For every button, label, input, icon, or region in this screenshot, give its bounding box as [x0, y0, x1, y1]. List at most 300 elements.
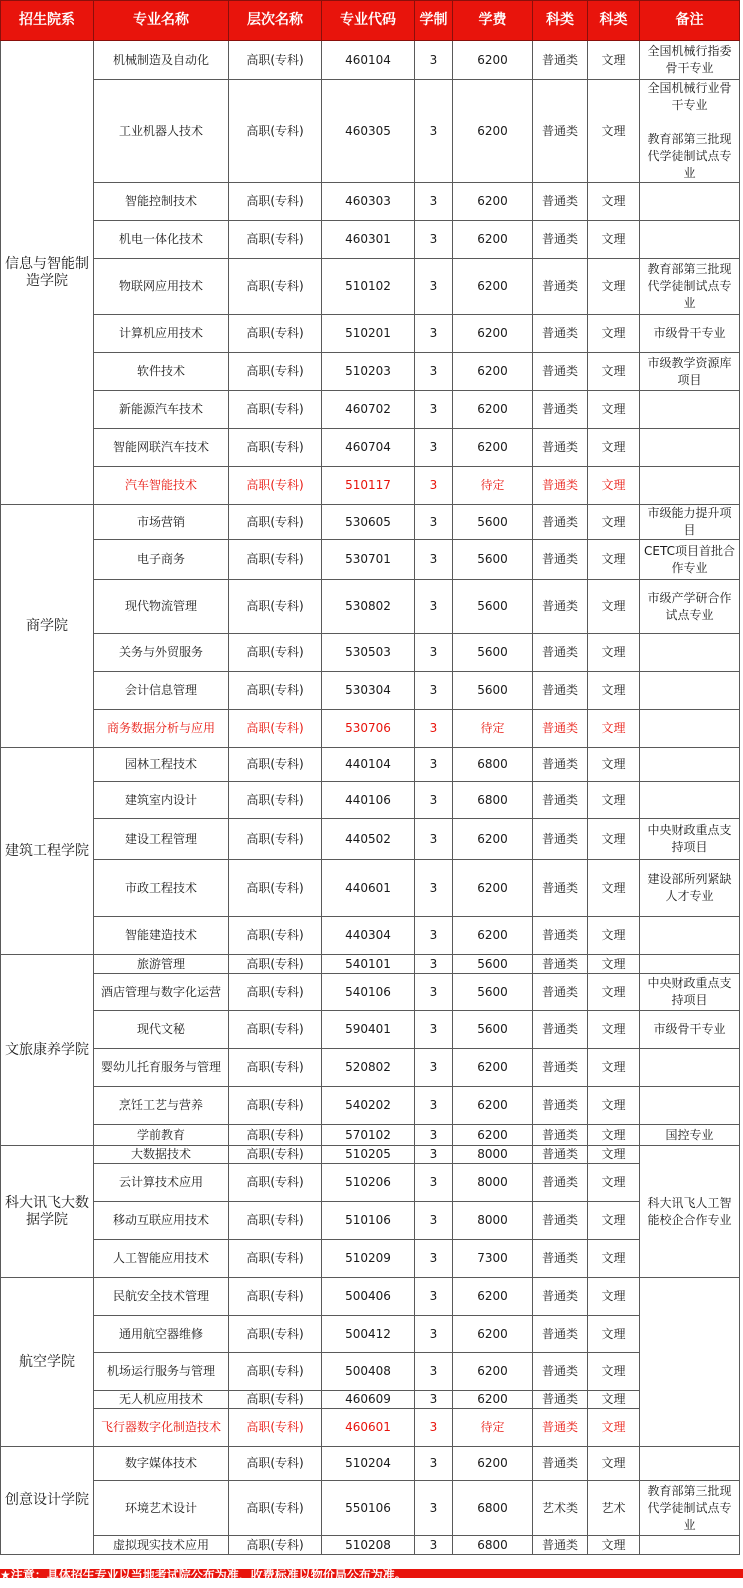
note-cell: 全国机械行业骨干专业 教育部第三批现代学徒制试点专业	[640, 80, 740, 183]
table-row	[1, 1536, 740, 1555]
years-cell: 3	[415, 1353, 453, 1391]
code-cell: 500406	[322, 1278, 415, 1316]
fee-cell: 6200	[453, 1316, 533, 1353]
note-cell	[640, 955, 740, 974]
major-cell: 飞行器数字化制造技术	[94, 1409, 229, 1447]
level-cell: 高职(专科)	[229, 860, 322, 917]
fee-cell: 6200	[453, 41, 533, 80]
category-cell: 普通类	[533, 710, 588, 748]
fee-cell: 8000	[453, 1164, 533, 1202]
subject-cell: 文理	[588, 41, 640, 80]
table-row	[1, 1240, 740, 1278]
major-cell: 商务数据分析与应用	[94, 710, 229, 748]
category-cell: 普通类	[533, 353, 588, 391]
level-cell: 高职(专科)	[229, 748, 322, 782]
fee-cell: 5600	[453, 505, 533, 540]
note-cell: 中央财政重点支持项目	[640, 819, 740, 860]
note-cell: 教育部第三批现代学徒制试点专业	[640, 1481, 740, 1536]
footer-notice: ★注意：具体招生专业以当地考试院公布为准，收费标准以物价局公布为准。	[0, 1568, 407, 1582]
table-row	[1, 221, 740, 259]
major-cell: 建设工程管理	[94, 819, 229, 860]
fee-cell: 5600	[453, 540, 533, 580]
years-cell: 3	[415, 259, 453, 315]
major-cell: 智能网联汽车技术	[94, 429, 229, 467]
level-cell: 高职(专科)	[229, 1011, 322, 1049]
table-row	[1, 1164, 740, 1202]
years-cell: 3	[415, 1011, 453, 1049]
level-cell: 高职(专科)	[229, 259, 322, 315]
years-cell: 3	[415, 467, 453, 505]
subject-cell: 文理	[588, 1087, 640, 1125]
subject-cell: 文理	[588, 221, 640, 259]
table-row	[1, 917, 740, 955]
category-cell: 普通类	[533, 540, 588, 580]
table-row	[1, 580, 740, 634]
major-cell: 大数据技术	[94, 1146, 229, 1164]
note-cell	[640, 221, 740, 259]
years-cell: 3	[415, 580, 453, 634]
fee-cell: 6200	[453, 917, 533, 955]
code-cell: 530605	[322, 505, 415, 540]
code-cell: 460305	[322, 80, 415, 183]
table-row	[1, 710, 740, 748]
level-cell: 高职(专科)	[229, 1391, 322, 1409]
major-cell: 通用航空器维修	[94, 1316, 229, 1353]
college-cell: 创意设计学院	[1, 1447, 94, 1555]
code-cell: 510117	[322, 467, 415, 505]
category-cell: 普通类	[533, 1011, 588, 1049]
major-cell: 会计信息管理	[94, 672, 229, 710]
code-cell: 460609	[322, 1391, 415, 1409]
years-cell: 3	[415, 315, 453, 353]
major-cell: 市政工程技术	[94, 860, 229, 917]
level-cell: 高职(专科)	[229, 1481, 322, 1536]
years-cell: 3	[415, 710, 453, 748]
category-cell: 普通类	[533, 429, 588, 467]
level-cell: 高职(专科)	[229, 1536, 322, 1555]
fee-cell: 6200	[453, 1278, 533, 1316]
category-cell: 普通类	[533, 1536, 588, 1555]
table-row	[1, 391, 740, 429]
note-cell: 市级骨干专业	[640, 315, 740, 353]
level-cell: 高职(专科)	[229, 1146, 322, 1164]
subject-cell: 文理	[588, 782, 640, 819]
subject-cell: 文理	[588, 710, 640, 748]
table-row	[1, 1011, 740, 1049]
subject-cell: 文理	[588, 1278, 640, 1316]
note-cell	[640, 1447, 740, 1481]
category-cell: 普通类	[533, 1278, 588, 1316]
major-cell: 云计算技术应用	[94, 1164, 229, 1202]
fee-cell: 6200	[453, 80, 533, 183]
category-cell: 普通类	[533, 1202, 588, 1240]
category-cell: 普通类	[533, 1164, 588, 1202]
header-category: 科类	[533, 1, 588, 41]
years-cell: 3	[415, 1087, 453, 1125]
level-cell: 高职(专科)	[229, 955, 322, 974]
code-cell: 460601	[322, 1409, 415, 1447]
major-cell: 工业机器人技术	[94, 80, 229, 183]
code-cell: 440104	[322, 748, 415, 782]
category-cell: 普通类	[533, 183, 588, 221]
level-cell: 高职(专科)	[229, 1353, 322, 1391]
fee-cell: 6200	[453, 429, 533, 467]
fee-cell: 5600	[453, 580, 533, 634]
fee-cell: 8000	[453, 1202, 533, 1240]
fee-cell: 5600	[453, 955, 533, 974]
years-cell: 3	[415, 955, 453, 974]
major-cell: 移动互联应用技术	[94, 1202, 229, 1240]
level-cell: 高职(专科)	[229, 1125, 322, 1146]
subject-cell: 艺术	[588, 1481, 640, 1536]
subject-cell: 文理	[588, 672, 640, 710]
major-cell: 机械制造及自动化	[94, 41, 229, 80]
note-cell: 市级能力提升项目	[640, 505, 740, 540]
college-cell: 建筑工程学院	[1, 748, 94, 955]
major-cell: 新能源汽车技术	[94, 391, 229, 429]
college-cell: 信息与智能制造学院	[1, 41, 94, 505]
fee-cell: 6800	[453, 1536, 533, 1555]
level-cell: 高职(专科)	[229, 353, 322, 391]
fee-cell: 6200	[453, 259, 533, 315]
years-cell: 3	[415, 1146, 453, 1164]
level-cell: 高职(专科)	[229, 41, 322, 80]
years-cell: 3	[415, 1536, 453, 1555]
fee-cell: 待定	[453, 467, 533, 505]
subject-cell: 文理	[588, 1536, 640, 1555]
years-cell: 3	[415, 1447, 453, 1481]
table-row	[1, 1049, 740, 1087]
header-major: 专业名称	[94, 1, 229, 41]
fee-cell: 待定	[453, 710, 533, 748]
subject-cell: 文理	[588, 1202, 640, 1240]
fee-cell: 5600	[453, 1011, 533, 1049]
fee-cell: 6200	[453, 1087, 533, 1125]
fee-cell: 6200	[453, 183, 533, 221]
code-cell: 540101	[322, 955, 415, 974]
major-cell: 现代文秘	[94, 1011, 229, 1049]
subject-cell: 文理	[588, 1049, 640, 1087]
level-cell: 高职(专科)	[229, 1316, 322, 1353]
note-cell: 市级骨干专业	[640, 1011, 740, 1049]
fee-cell: 6200	[453, 391, 533, 429]
header-note: 备注	[640, 1, 740, 41]
note-cell	[640, 782, 740, 819]
code-cell: 510102	[322, 259, 415, 315]
major-cell: 机场运行服务与管理	[94, 1353, 229, 1391]
years-cell: 3	[415, 391, 453, 429]
level-cell: 高职(专科)	[229, 429, 322, 467]
table-row	[1, 315, 740, 353]
code-cell: 460704	[322, 429, 415, 467]
years-cell: 3	[415, 505, 453, 540]
subject-cell: 文理	[588, 1447, 640, 1481]
major-cell: 软件技术	[94, 353, 229, 391]
table-row	[1, 259, 740, 315]
category-cell: 普通类	[533, 580, 588, 634]
table-row	[1, 1481, 740, 1536]
subject-cell: 文理	[588, 259, 640, 315]
category-cell: 普通类	[533, 1240, 588, 1278]
major-cell: 现代物流管理	[94, 580, 229, 634]
table-row	[1, 634, 740, 672]
fee-cell: 6200	[453, 1125, 533, 1146]
fee-cell: 8000	[453, 1146, 533, 1164]
fee-cell: 5600	[453, 634, 533, 672]
code-cell: 520802	[322, 1049, 415, 1087]
category-cell: 普通类	[533, 221, 588, 259]
subject-cell: 文理	[588, 860, 640, 917]
table-row	[1, 782, 740, 819]
code-cell: 510206	[322, 1164, 415, 1202]
level-cell: 高职(专科)	[229, 1278, 322, 1316]
table-row	[1, 1316, 740, 1353]
code-cell: 460301	[322, 221, 415, 259]
fee-cell: 6200	[453, 1353, 533, 1391]
category-cell: 普通类	[533, 1409, 588, 1447]
level-cell: 高职(专科)	[229, 1409, 322, 1447]
fee-cell: 6800	[453, 782, 533, 819]
subject-cell: 文理	[588, 1240, 640, 1278]
fee-cell: 待定	[453, 1409, 533, 1447]
level-cell: 高职(专科)	[229, 819, 322, 860]
category-cell: 普通类	[533, 41, 588, 80]
years-cell: 3	[415, 917, 453, 955]
years-cell: 3	[415, 1316, 453, 1353]
level-cell: 高职(专科)	[229, 1087, 322, 1125]
fee-cell: 6200	[453, 1391, 533, 1409]
table-row	[1, 540, 740, 580]
years-cell: 3	[415, 1278, 453, 1316]
level-cell: 高职(专科)	[229, 1202, 322, 1240]
major-cell: 人工智能应用技术	[94, 1240, 229, 1278]
major-cell: 物联网应用技术	[94, 259, 229, 315]
table-row	[1, 353, 740, 391]
category-cell: 普通类	[533, 1316, 588, 1353]
table-row	[1, 467, 740, 505]
years-cell: 3	[415, 353, 453, 391]
table-row	[1, 1409, 740, 1447]
years-cell: 3	[415, 782, 453, 819]
fee-cell: 5600	[453, 974, 533, 1011]
major-cell: 旅游管理	[94, 955, 229, 974]
table-row	[1, 955, 740, 974]
years-cell: 3	[415, 860, 453, 917]
note-cell: 市级教学资源库项目	[640, 353, 740, 391]
level-cell: 高职(专科)	[229, 974, 322, 1011]
table-row	[1, 819, 740, 860]
note-cell	[640, 1278, 740, 1447]
years-cell: 3	[415, 1409, 453, 1447]
fee-cell: 6200	[453, 221, 533, 259]
level-cell: 高职(专科)	[229, 80, 322, 183]
fee-cell: 6800	[453, 748, 533, 782]
level-cell: 高职(专科)	[229, 467, 322, 505]
category-cell: 普通类	[533, 1049, 588, 1087]
subject-cell: 文理	[588, 1353, 640, 1391]
years-cell: 3	[415, 1202, 453, 1240]
code-cell: 440304	[322, 917, 415, 955]
note-cell	[640, 183, 740, 221]
table-header-row	[1, 1, 740, 41]
code-cell: 540202	[322, 1087, 415, 1125]
code-cell: 530701	[322, 540, 415, 580]
major-cell: 关务与外贸服务	[94, 634, 229, 672]
note-cell	[640, 672, 740, 710]
category-cell: 普通类	[533, 80, 588, 183]
code-cell: 530802	[322, 580, 415, 634]
category-cell: 普通类	[533, 1391, 588, 1409]
code-cell: 590401	[322, 1011, 415, 1049]
table-body	[1, 41, 740, 1555]
note-cell: 科大讯飞人工智能校企合作专业	[640, 1146, 740, 1278]
college-cell: 文旅康养学院	[1, 955, 94, 1146]
code-cell: 510205	[322, 1146, 415, 1164]
note-cell	[640, 634, 740, 672]
code-cell: 500412	[322, 1316, 415, 1353]
years-cell: 3	[415, 80, 453, 183]
subject-cell: 文理	[588, 1125, 640, 1146]
category-cell: 普通类	[533, 672, 588, 710]
table-row	[1, 429, 740, 467]
note-cell: 国控专业	[640, 1125, 740, 1146]
note-cell	[640, 917, 740, 955]
header-fee: 学费	[453, 1, 533, 41]
fee-cell: 6200	[453, 860, 533, 917]
category-cell: 普通类	[533, 634, 588, 672]
subject-cell: 文理	[588, 1316, 640, 1353]
table-row	[1, 1353, 740, 1391]
major-cell: 学前教育	[94, 1125, 229, 1146]
subject-cell: 文理	[588, 540, 640, 580]
code-cell: 460303	[322, 183, 415, 221]
years-cell: 3	[415, 748, 453, 782]
years-cell: 3	[415, 41, 453, 80]
table-row	[1, 860, 740, 917]
major-cell: 数字媒体技术	[94, 1447, 229, 1481]
note-cell: CETC项目首批合作专业	[640, 540, 740, 580]
code-cell: 530304	[322, 672, 415, 710]
category-cell: 普通类	[533, 917, 588, 955]
subject-cell: 文理	[588, 580, 640, 634]
code-cell: 440502	[322, 819, 415, 860]
code-cell: 460702	[322, 391, 415, 429]
code-cell: 440106	[322, 782, 415, 819]
level-cell: 高职(专科)	[229, 221, 322, 259]
table-row	[1, 80, 740, 183]
code-cell: 500408	[322, 1353, 415, 1391]
years-cell: 3	[415, 1125, 453, 1146]
category-cell: 普通类	[533, 1447, 588, 1481]
level-cell: 高职(专科)	[229, 391, 322, 429]
note-cell	[640, 467, 740, 505]
level-cell: 高职(专科)	[229, 1049, 322, 1087]
code-cell: 510204	[322, 1447, 415, 1481]
category-cell: 普通类	[533, 315, 588, 353]
subject-cell: 文理	[588, 1164, 640, 1202]
level-cell: 高职(专科)	[229, 580, 322, 634]
level-cell: 高职(专科)	[229, 183, 322, 221]
note-cell	[640, 1049, 740, 1087]
major-cell: 婴幼儿托育服务与管理	[94, 1049, 229, 1087]
level-cell: 高职(专科)	[229, 634, 322, 672]
table-row	[1, 1278, 740, 1316]
subject-cell: 文理	[588, 634, 640, 672]
code-cell: 510106	[322, 1202, 415, 1240]
note-cell	[640, 1087, 740, 1125]
years-cell: 3	[415, 1391, 453, 1409]
subject-cell: 文理	[588, 1146, 640, 1164]
note-cell: 市级产学研合作试点专业	[640, 580, 740, 634]
subject-cell: 文理	[588, 183, 640, 221]
subject-cell: 文理	[588, 505, 640, 540]
subject-cell: 文理	[588, 748, 640, 782]
table-row	[1, 41, 740, 80]
fee-cell: 7300	[453, 1240, 533, 1278]
note-cell: 中央财政重点支持项目	[640, 974, 740, 1011]
code-cell: 540106	[322, 974, 415, 1011]
subject-cell: 文理	[588, 467, 640, 505]
note-cell	[640, 748, 740, 782]
subject-cell: 文理	[588, 974, 640, 1011]
note-cell: 建设部所列紧缺人才专业	[640, 860, 740, 917]
fee-cell: 6200	[453, 1049, 533, 1087]
category-cell: 普通类	[533, 748, 588, 782]
code-cell: 510203	[322, 353, 415, 391]
table-row	[1, 974, 740, 1011]
category-cell: 普通类	[533, 1353, 588, 1391]
years-cell: 3	[415, 1164, 453, 1202]
table-row	[1, 748, 740, 782]
years-cell: 3	[415, 1240, 453, 1278]
category-cell: 艺术类	[533, 1481, 588, 1536]
major-cell: 虚拟现实技术应用	[94, 1536, 229, 1555]
code-cell: 440601	[322, 860, 415, 917]
subject-cell: 文理	[588, 819, 640, 860]
major-cell: 电子商务	[94, 540, 229, 580]
code-cell: 460104	[322, 41, 415, 80]
fee-cell: 5600	[453, 672, 533, 710]
table-row	[1, 183, 740, 221]
major-cell: 建筑室内设计	[94, 782, 229, 819]
major-cell: 烹饪工艺与营养	[94, 1087, 229, 1125]
level-cell: 高职(专科)	[229, 1447, 322, 1481]
table-row	[1, 1202, 740, 1240]
code-cell: 510201	[322, 315, 415, 353]
note-cell	[640, 391, 740, 429]
subject-cell: 文理	[588, 1011, 640, 1049]
years-cell: 3	[415, 183, 453, 221]
college-cell: 航空学院	[1, 1278, 94, 1447]
subject-cell: 文理	[588, 391, 640, 429]
subject-cell: 文理	[588, 315, 640, 353]
subject-cell: 文理	[588, 1391, 640, 1409]
subject-cell: 文理	[588, 1409, 640, 1447]
table-row	[1, 1087, 740, 1125]
code-cell: 510209	[322, 1240, 415, 1278]
category-cell: 普通类	[533, 819, 588, 860]
major-cell: 无人机应用技术	[94, 1391, 229, 1409]
major-cell: 计算机应用技术	[94, 315, 229, 353]
level-cell: 高职(专科)	[229, 1240, 322, 1278]
years-cell: 3	[415, 540, 453, 580]
years-cell: 3	[415, 1481, 453, 1536]
college-cell: 科大讯飞大数据学院	[1, 1146, 94, 1278]
subject-cell: 文理	[588, 955, 640, 974]
code-cell: 570102	[322, 1125, 415, 1146]
category-cell: 普通类	[533, 1087, 588, 1125]
college-cell: 商学院	[1, 505, 94, 748]
